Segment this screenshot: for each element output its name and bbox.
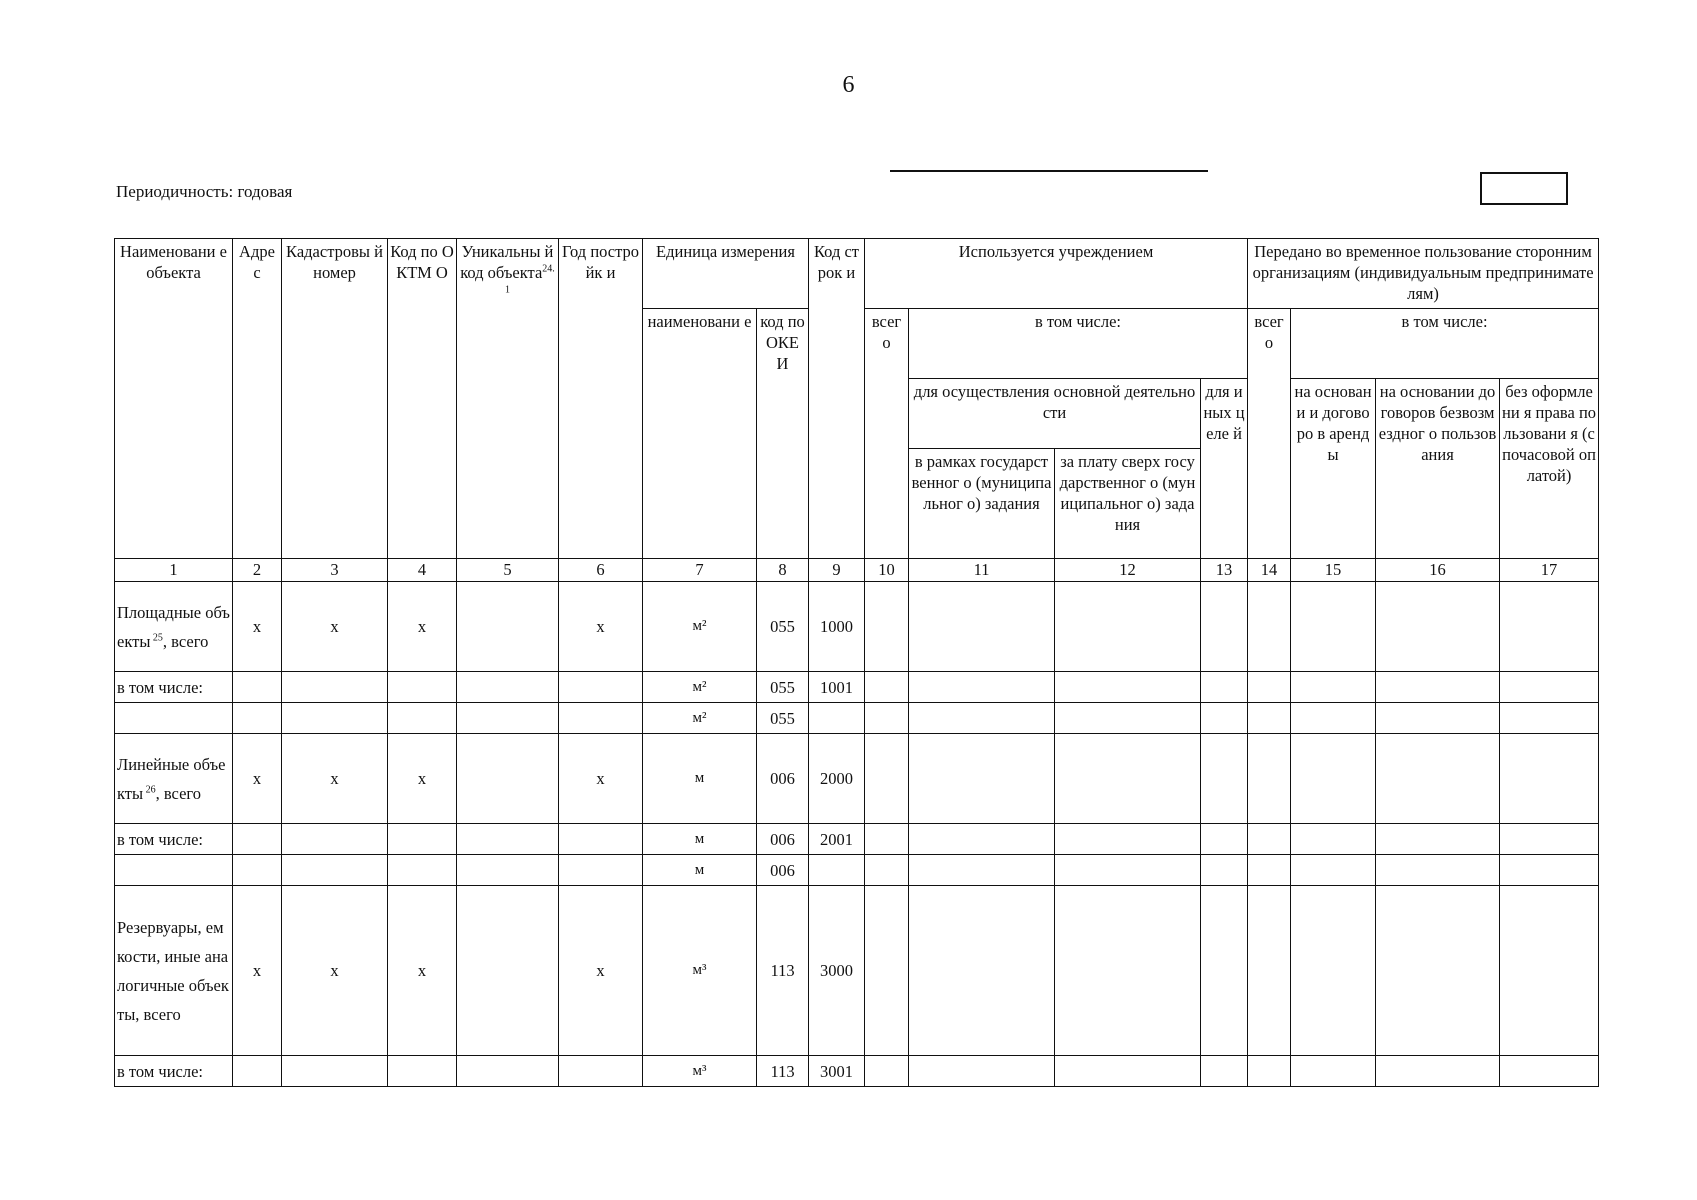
column-number: 12 — [1055, 559, 1201, 582]
column-numbers-row — [115, 559, 1599, 582]
year-built-cell[interactable] — [559, 824, 643, 855]
value-cell-col-15[interactable] — [1291, 886, 1376, 1056]
cadastral-cell[interactable] — [282, 855, 388, 886]
object-name — [117, 750, 230, 808]
value-cell-col-12[interactable] — [1055, 1056, 1201, 1087]
object-name-cell[interactable] — [115, 703, 233, 734]
value-cell-col-16[interactable] — [1376, 886, 1500, 1056]
unique-code-cell[interactable] — [457, 1056, 559, 1087]
column-number: 6 — [559, 559, 643, 582]
value-cell-col-17[interactable] — [1500, 886, 1599, 1056]
okei-code-cell[interactable]: 006 — [757, 734, 809, 824]
header-lease: на основани и договоро в аренды — [1291, 379, 1376, 559]
header-no-registration: без оформлени я права пользовани я (с почасовой оплатой) — [1500, 379, 1599, 559]
value-cell-col-17[interactable] — [1500, 703, 1599, 734]
table-row — [115, 703, 1599, 734]
unique-code-cell[interactable] — [457, 734, 559, 824]
value-cell-col-10[interactable] — [865, 703, 909, 734]
column-number: 9 — [809, 559, 865, 582]
column-number: 14 — [1248, 559, 1291, 582]
value-cell-col-16[interactable] — [1376, 703, 1500, 734]
unique-code-cell[interactable] — [457, 855, 559, 886]
value-cell-col-17[interactable] — [1500, 1056, 1599, 1087]
value-cell-col-12[interactable] — [1055, 855, 1201, 886]
object-name-cell[interactable] — [115, 672, 233, 703]
cadastral-cell[interactable]: x — [282, 886, 388, 1056]
value-cell-col-11[interactable] — [909, 672, 1055, 703]
object-name-cell[interactable] — [115, 734, 233, 824]
address-cell[interactable] — [233, 855, 282, 886]
value-cell-col-11[interactable] — [909, 582, 1055, 672]
header-used-by-institution: Используется учреждением — [865, 239, 1248, 309]
okei-code-cell[interactable]: 055 — [757, 703, 809, 734]
column-number: 15 — [1291, 559, 1376, 582]
value-cell-col-16[interactable] — [1376, 1056, 1500, 1087]
value-cell-col-16[interactable] — [1376, 672, 1500, 703]
row-code-cell[interactable]: 1001 — [809, 672, 865, 703]
year-built-cell[interactable]: x — [559, 886, 643, 1056]
object-name-suffix: , всего — [155, 783, 202, 803]
value-cell-col-16[interactable] — [1376, 582, 1500, 672]
value-cell-col-13[interactable] — [1201, 886, 1248, 1056]
unit-name-cell[interactable]: м — [643, 855, 757, 886]
year-built-cell[interactable] — [559, 855, 643, 886]
value-cell-col-11[interactable] — [909, 824, 1055, 855]
oktmo-cell[interactable]: x — [388, 734, 457, 824]
object-name-text: Линейные объекты — [117, 754, 226, 803]
value-cell-col-15[interactable] — [1291, 855, 1376, 886]
row-code-cell[interactable]: 2000 — [809, 734, 865, 824]
unique-code-cell[interactable] — [457, 886, 559, 1056]
cadastral-cell[interactable] — [282, 1056, 388, 1087]
header-transferred-including: в том числе: — [1291, 309, 1599, 379]
table-row — [115, 855, 1599, 886]
unique-code-cell[interactable] — [457, 824, 559, 855]
value-cell-col-13[interactable] — [1201, 582, 1248, 672]
header-object-name: Наименовани е объекта — [115, 239, 233, 559]
column-number: 2 — [233, 559, 282, 582]
header-unit-group: Единица измерения — [643, 239, 809, 309]
column-number: 7 — [643, 559, 757, 582]
cadastral-cell[interactable]: x — [282, 582, 388, 672]
value-cell-col-13[interactable] — [1201, 1056, 1248, 1087]
table-row — [115, 582, 1599, 672]
value-cell-col-17[interactable] — [1500, 734, 1599, 824]
object-name-text: в том числе: — [117, 829, 204, 849]
table-body — [115, 582, 1599, 1087]
header-other-purposes: для иных целе й — [1201, 379, 1248, 559]
value-cell-col-12[interactable] — [1055, 703, 1201, 734]
object-name-text: в том числе: — [117, 1061, 204, 1081]
year-built-cell[interactable] — [559, 672, 643, 703]
year-built-cell[interactable]: x — [559, 734, 643, 824]
column-number: 5 — [457, 559, 559, 582]
unique-code-cell[interactable] — [457, 703, 559, 734]
header-unique-code — [457, 239, 559, 559]
value-cell-col-10[interactable] — [865, 582, 909, 672]
address-cell[interactable]: x — [233, 886, 282, 1056]
object-name-cell[interactable] — [115, 1056, 233, 1087]
unit-name-cell[interactable]: м² — [643, 672, 757, 703]
page-number: 6 — [842, 72, 855, 98]
value-cell-col-11[interactable] — [909, 1056, 1055, 1087]
table-row — [115, 1056, 1599, 1087]
object-name — [117, 678, 203, 697]
header-oktmo-code: Код по ОКТМ О — [388, 239, 457, 559]
value-cell-col-13[interactable] — [1201, 672, 1248, 703]
value-cell-col-14[interactable] — [1248, 734, 1291, 824]
property-usage-table — [114, 238, 1599, 1087]
header-unit-name: наименовани е — [643, 309, 757, 559]
unique-code-cell[interactable] — [457, 672, 559, 703]
object-name — [117, 830, 203, 849]
value-cell-col-14[interactable] — [1248, 1056, 1291, 1087]
form-code-box[interactable] — [1480, 172, 1568, 205]
value-cell-col-14[interactable] — [1248, 703, 1291, 734]
header-transferred-temporary-use: Передано во временное пользование сторонним организациям (индивидуальным предпринимателям) — [1248, 239, 1599, 309]
value-cell-col-14[interactable] — [1248, 672, 1291, 703]
value-cell-col-13[interactable] — [1201, 855, 1248, 886]
cadastral-cell[interactable]: x — [282, 734, 388, 824]
oktmo-cell[interactable]: x — [388, 886, 457, 1056]
address-cell[interactable] — [233, 1056, 282, 1087]
value-cell-col-15[interactable] — [1291, 824, 1376, 855]
value-cell-col-15[interactable] — [1291, 1056, 1376, 1087]
oktmo-cell[interactable] — [388, 672, 457, 703]
object-name-cell[interactable] — [115, 824, 233, 855]
object-name — [117, 1062, 203, 1081]
cadastral-cell[interactable] — [282, 824, 388, 855]
header-paid-above-assignment: за плату сверх государственног о (муниципальног о) задания — [1055, 449, 1201, 559]
value-cell-col-15[interactable] — [1291, 734, 1376, 824]
object-name-cell[interactable] — [115, 855, 233, 886]
value-cell-col-17[interactable] — [1500, 855, 1599, 886]
cadastral-cell[interactable] — [282, 703, 388, 734]
value-cell-col-11[interactable] — [909, 855, 1055, 886]
column-number: 16 — [1376, 559, 1500, 582]
table-row — [115, 886, 1599, 1056]
year-built-cell[interactable]: x — [559, 582, 643, 672]
value-cell-col-10[interactable] — [865, 855, 909, 886]
column-number: 13 — [1201, 559, 1248, 582]
table-row — [115, 734, 1599, 824]
object-name-suffix: , всего — [162, 631, 209, 651]
oktmo-cell[interactable]: x — [388, 582, 457, 672]
okei-code-cell[interactable]: 113 — [757, 1056, 809, 1087]
table-row — [115, 824, 1599, 855]
address-cell[interactable] — [233, 703, 282, 734]
value-cell-col-13[interactable] — [1201, 734, 1248, 824]
column-number: 8 — [757, 559, 809, 582]
column-number: 1 — [115, 559, 233, 582]
value-cell-col-13[interactable] — [1201, 703, 1248, 734]
header-main-activity: для осуществления основной деятельности — [909, 379, 1201, 449]
header-cadastral-number: Кадастровы й номер — [282, 239, 388, 559]
value-cell-col-15[interactable] — [1291, 703, 1376, 734]
column-number: 4 — [388, 559, 457, 582]
address-cell[interactable]: x — [233, 734, 282, 824]
footnote-ref-24-1: 24.1 — [505, 263, 555, 296]
signature-line — [890, 170, 1208, 172]
row-code-cell[interactable]: 1000 — [809, 582, 865, 672]
value-cell-col-17[interactable] — [1500, 582, 1599, 672]
value-cell-col-16[interactable] — [1376, 824, 1500, 855]
value-cell-col-14[interactable] — [1248, 886, 1291, 1056]
value-cell-col-12[interactable] — [1055, 824, 1201, 855]
header-used-including: в том числе: — [909, 309, 1248, 379]
value-cell-col-14[interactable] — [1248, 824, 1291, 855]
value-cell-col-15[interactable] — [1291, 582, 1376, 672]
oktmo-cell[interactable] — [388, 1056, 457, 1087]
object-name-text: Площадные объекты — [117, 602, 230, 651]
column-number: 3 — [282, 559, 388, 582]
column-number: 10 — [865, 559, 909, 582]
oktmo-cell[interactable] — [388, 824, 457, 855]
periodicity-label: Периодичность: годовая — [116, 182, 293, 201]
column-number: 11 — [909, 559, 1055, 582]
table-row — [115, 672, 1599, 703]
value-cell-col-12[interactable] — [1055, 582, 1201, 672]
address-cell[interactable] — [233, 672, 282, 703]
year-built-cell[interactable] — [559, 1056, 643, 1087]
okei-code-cell[interactable]: 055 — [757, 582, 809, 672]
value-cell-col-16[interactable] — [1376, 855, 1500, 886]
address-cell[interactable] — [233, 824, 282, 855]
address-cell[interactable]: x — [233, 582, 282, 672]
value-cell-col-10[interactable] — [865, 672, 909, 703]
okei-code-cell[interactable]: 006 — [757, 824, 809, 855]
value-cell-col-14[interactable] — [1248, 855, 1291, 886]
value-cell-col-11[interactable] — [909, 734, 1055, 824]
row-code-cell[interactable]: 3000 — [809, 886, 865, 1056]
header-transferred-total: всег о — [1248, 309, 1291, 559]
object-name — [117, 913, 230, 1029]
unit-name-cell[interactable]: м — [643, 734, 757, 824]
value-cell-col-10[interactable] — [865, 734, 909, 824]
object-name-text: в том числе: — [117, 677, 204, 697]
cadastral-cell[interactable] — [282, 672, 388, 703]
header-row-code: Код строк и — [809, 239, 865, 559]
row-code-cell[interactable]: 2001 — [809, 824, 865, 855]
unit-name-cell[interactable]: м² — [643, 703, 757, 734]
object-name-text: Резервуары, емкости, иные аналогичные объекты, всего — [117, 917, 229, 1024]
header-unique-code-text: Уникальны й код объекта — [460, 242, 554, 282]
header-used-total: всег о — [865, 309, 909, 559]
object-name-cell[interactable] — [115, 886, 233, 1056]
column-number: 17 — [1500, 559, 1599, 582]
unit-name-cell[interactable]: м² — [643, 582, 757, 672]
value-cell-col-17[interactable] — [1500, 672, 1599, 703]
row-code-cell[interactable] — [809, 703, 865, 734]
oktmo-cell[interactable] — [388, 855, 457, 886]
unique-code-cell[interactable] — [457, 582, 559, 672]
value-cell-col-11[interactable] — [909, 886, 1055, 1056]
value-cell-col-16[interactable] — [1376, 734, 1500, 824]
unit-name-cell[interactable]: м — [643, 824, 757, 855]
row-code-cell[interactable] — [809, 855, 865, 886]
header-address: Адре с — [233, 239, 282, 559]
header-free-use: на основании договоров безвозмездног о пользования — [1376, 379, 1500, 559]
year-built-cell[interactable] — [559, 703, 643, 734]
object-name-cell[interactable] — [115, 582, 233, 672]
value-cell-col-12[interactable] — [1055, 886, 1201, 1056]
footnote-ref: 26 — [143, 784, 156, 795]
value-cell-col-15[interactable] — [1291, 672, 1376, 703]
object-name — [117, 598, 230, 656]
value-cell-col-12[interactable] — [1055, 672, 1201, 703]
header-within-assignment: в рамках государственног о (муниципальног о) задания — [909, 449, 1055, 559]
value-cell-col-14[interactable] — [1248, 582, 1291, 672]
unit-name-cell[interactable]: м³ — [643, 1056, 757, 1087]
value-cell-col-12[interactable] — [1055, 734, 1201, 824]
value-cell-col-17[interactable] — [1500, 824, 1599, 855]
okei-code-cell[interactable]: 113 — [757, 886, 809, 1056]
header-unit-okei: код по ОКЕ И — [757, 309, 809, 559]
oktmo-cell[interactable] — [388, 703, 457, 734]
value-cell-col-11[interactable] — [909, 703, 1055, 734]
value-cell-col-10[interactable] — [865, 886, 909, 1056]
value-cell-col-10[interactable] — [865, 1056, 909, 1087]
row-code-cell[interactable]: 3001 — [809, 1056, 865, 1087]
header-year-built: Год постройк и — [559, 239, 643, 559]
value-cell-col-13[interactable] — [1201, 824, 1248, 855]
unit-name-cell[interactable]: м³ — [643, 886, 757, 1056]
okei-code-cell[interactable]: 055 — [757, 672, 809, 703]
footnote-ref: 25 — [150, 632, 163, 643]
value-cell-col-10[interactable] — [865, 824, 909, 855]
okei-code-cell[interactable]: 006 — [757, 855, 809, 886]
